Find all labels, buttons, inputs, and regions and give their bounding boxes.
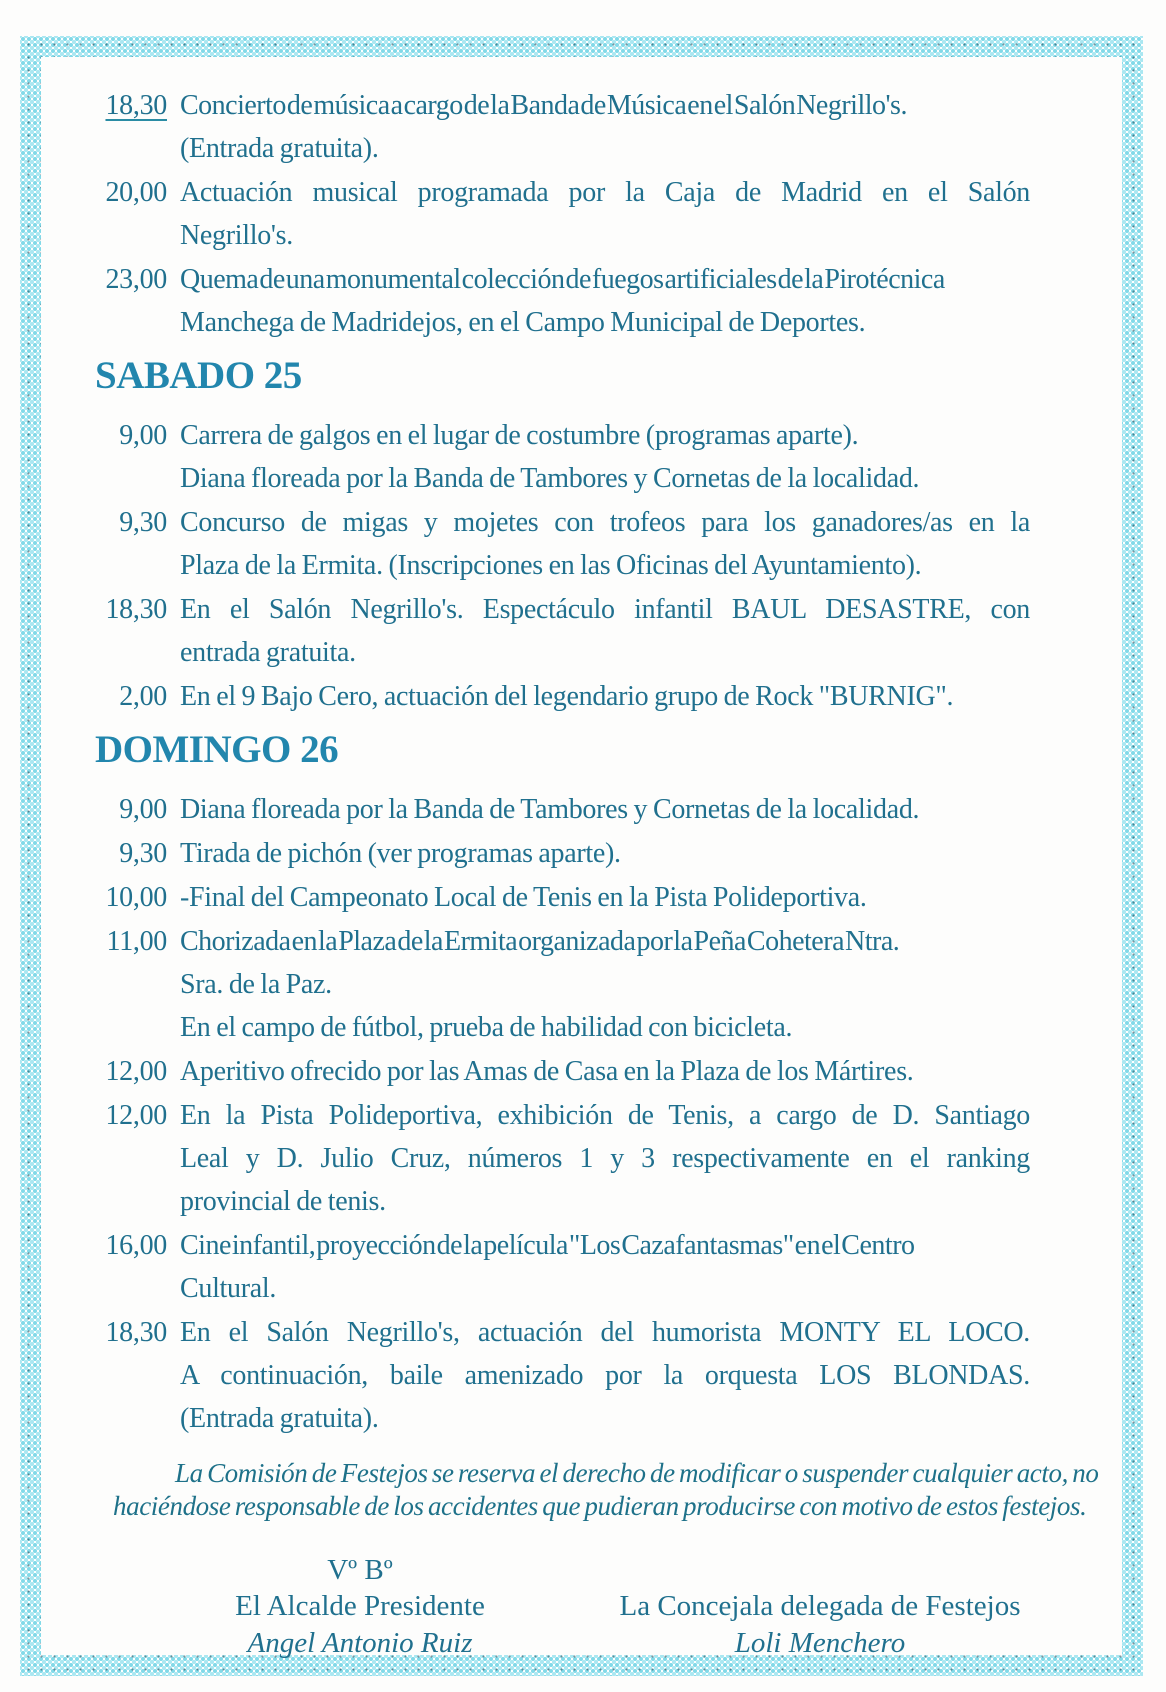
schedule-entry bbox=[95, 920, 1030, 1049]
entry-time: 9,30 bbox=[119, 507, 167, 538]
day-heading: SABADO 25 bbox=[95, 354, 302, 397]
entry-line: Concurso de migas y mojetes con trofeos para los ganadores/as en la bbox=[180, 507, 1030, 538]
disclaimer-line: haciéndose responsable de los accidentes que pudieran producirse con motivo de estos festejos. bbox=[113, 1491, 1087, 1521]
schedule-entry bbox=[95, 588, 1030, 674]
program-content bbox=[95, 84, 1099, 1660]
schedule-entry bbox=[95, 675, 1030, 718]
entry-line: En el campo de fútbol, prueba de habilidad con bicicleta. bbox=[180, 1012, 793, 1043]
entry-time: 11,00 bbox=[106, 926, 167, 957]
entry-line: (Entrada gratuita). bbox=[180, 133, 379, 164]
entry-time: 9,00 bbox=[119, 794, 167, 825]
entry-line: entrada gratuita. bbox=[180, 637, 356, 668]
entry-text bbox=[180, 675, 1030, 718]
entry-line: Actuación musical programada por la Caja de Madrid en el Salón bbox=[180, 177, 1030, 208]
entry-line: En la Pista Polideportiva, exhibición de Tenis, a cargo de D. Santiago bbox=[180, 1100, 1030, 1131]
vobo-label: Vº Bº bbox=[327, 1554, 393, 1586]
entry-line: Quema de una monumental colección de fuegos artificiales de la Pirotécnica bbox=[180, 264, 945, 295]
entry-line: (Entrada gratuita). bbox=[180, 1403, 379, 1434]
entry-text bbox=[180, 920, 1030, 1049]
entry-text bbox=[180, 788, 1030, 831]
entry-line: Sra. de la Paz. bbox=[180, 969, 332, 1000]
entry-line: Cine infantil, proyección de la película "Los Cazafantasmas" en el Centro bbox=[180, 1230, 915, 1261]
entry-time: 18,30 bbox=[105, 594, 167, 625]
entry-text bbox=[180, 501, 1030, 587]
entry-line: -Final del Campeonato Local de Tenis en la Pista Polideportiva. bbox=[180, 882, 867, 913]
signature-block-alcalde bbox=[175, 1553, 545, 1660]
entry-time: 23,00 bbox=[105, 264, 167, 295]
entry-line: Leal y D. Julio Cruz, números 1 y 3 respectivamente en el ranking bbox=[180, 1143, 1030, 1174]
entry-line: En el 9 Bajo Cero, actuación del legendario grupo de Rock "BURNIG". bbox=[180, 681, 954, 712]
concejala-name: Loli Menchero bbox=[734, 1627, 906, 1659]
entry-text bbox=[180, 832, 1030, 875]
schedule-entry bbox=[95, 1224, 1030, 1310]
schedule-entry bbox=[95, 788, 1030, 831]
disclaimer bbox=[113, 1457, 1099, 1523]
signature-block-concejala bbox=[590, 1589, 1050, 1660]
entry-text bbox=[180, 84, 1030, 170]
entry-text bbox=[180, 414, 1030, 500]
entry-line: Aperitivo ofrecido por las Amas de Casa en la Plaza de los Mártires. bbox=[180, 1056, 914, 1087]
entry-text bbox=[180, 258, 1030, 344]
entry-line: Plaza de la Ermita. (Inscripciones en las Oficinas del Ayuntamiento). bbox=[180, 550, 922, 581]
schedule-entry bbox=[95, 1311, 1030, 1440]
entry-line: Carrera de galgos en el lugar de costumbre (programas aparte). bbox=[180, 420, 859, 451]
schedule-entry bbox=[95, 414, 1030, 500]
entry-line: En el Salón Negrillo's. Espectáculo infantil BAUL DESASTRE, con bbox=[180, 594, 1030, 625]
entry-line: provincial de tenis. bbox=[180, 1186, 386, 1217]
schedule-entry bbox=[95, 258, 1030, 344]
entry-text bbox=[180, 1311, 1030, 1440]
entry-text bbox=[180, 876, 1030, 919]
entry-line: Cultural. bbox=[180, 1273, 277, 1304]
entry-time: 18,30 bbox=[105, 1317, 167, 1348]
entry-line: A continuación, baile amenizado por la orquesta LOS BLONDAS. bbox=[180, 1360, 1030, 1391]
entry-time: 12,00 bbox=[105, 1100, 167, 1131]
entry-time: 2,00 bbox=[119, 681, 167, 712]
schedule-entry bbox=[95, 876, 1030, 919]
entry-text bbox=[180, 1224, 1030, 1310]
entry-time: 18,30 bbox=[105, 90, 167, 121]
entry-line: Diana floreada por la Banda de Tambores y Cornetas de la localidad. bbox=[180, 794, 920, 825]
entry-line: Diana floreada por la Banda de Tambores y Cornetas de la localidad. bbox=[180, 463, 920, 494]
schedule-entry bbox=[95, 832, 1030, 875]
schedule-entry bbox=[95, 1094, 1030, 1223]
signature-row bbox=[95, 1553, 1030, 1660]
entry-time: 10,00 bbox=[105, 882, 167, 913]
entry-line: Manchega de Madridejos, en el Campo Municipal de Deportes. bbox=[180, 307, 866, 338]
entry-text bbox=[180, 171, 1030, 257]
schedule-entry bbox=[95, 84, 1030, 170]
alcalde-name: Angel Antonio Ruiz bbox=[247, 1627, 473, 1659]
entry-time: 12,00 bbox=[105, 1056, 167, 1087]
entry-line: Concierto de música a cargo de la Banda de Música en el Salón Negrillo's. bbox=[180, 90, 907, 121]
entry-line: Tirada de pichón (ver programas aparte). bbox=[180, 838, 621, 869]
day-heading: DOMINGO 26 bbox=[95, 728, 339, 771]
entry-line: Negrillo's. bbox=[180, 220, 293, 251]
disclaimer-line: La Comisión de Festejos se reserva el derecho de modificar o suspender cualquier acto, no bbox=[175, 1458, 1099, 1488]
entry-time: 16,00 bbox=[105, 1230, 167, 1261]
entry-text bbox=[180, 1050, 1030, 1093]
alcalde-title: El Alcalde Presidente bbox=[235, 1590, 485, 1622]
concejala-title: La Concejala delegada de Festejos bbox=[619, 1590, 1021, 1622]
schedule-entry bbox=[95, 1050, 1030, 1093]
schedule bbox=[95, 84, 1030, 1440]
entry-time: 9,00 bbox=[119, 420, 167, 451]
entry-line: Chorizada en la Plaza de la Ermita organizada por la Peña Cohetera Ntra. bbox=[180, 926, 900, 957]
entry-time: 9,30 bbox=[119, 838, 167, 869]
entry-line: En el Salón Negrillo's, actuación del humorista MONTY EL LOCO. bbox=[180, 1317, 1030, 1348]
entry-text bbox=[180, 588, 1030, 674]
schedule-entry bbox=[95, 501, 1030, 587]
entry-time: 20,00 bbox=[105, 177, 167, 208]
entry-text bbox=[180, 1094, 1030, 1223]
schedule-entry bbox=[95, 171, 1030, 257]
